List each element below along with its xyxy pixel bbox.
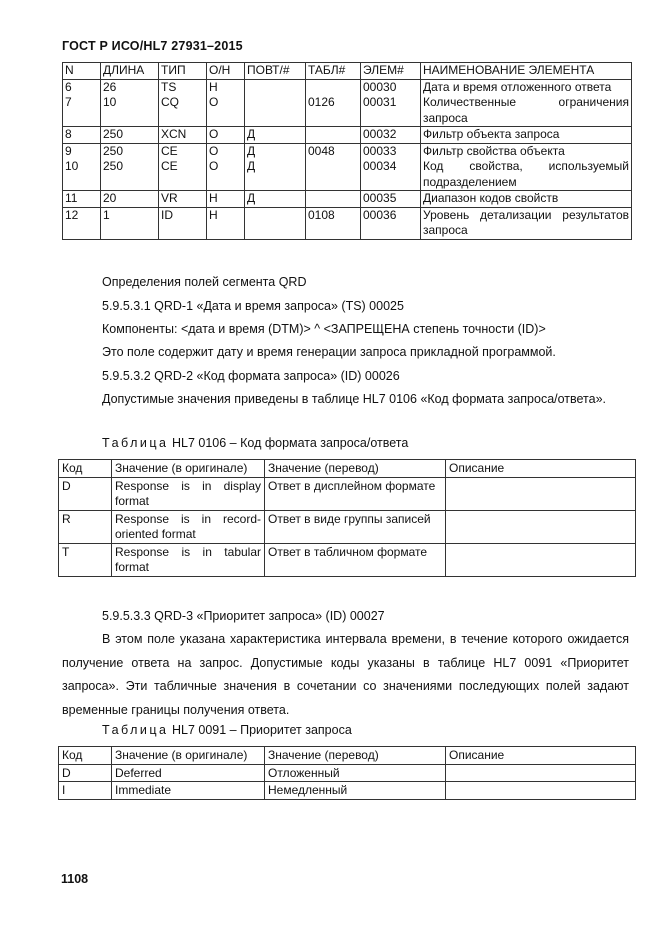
table-cell: 8 <box>63 127 101 144</box>
table-cell: Deferred <box>112 764 265 782</box>
table-cell: 250 <box>101 127 159 144</box>
table-cell <box>446 477 636 510</box>
table-hl7-0106 <box>58 459 636 577</box>
table-cell: 00035 <box>361 191 421 208</box>
table-cell: 12 <box>63 207 101 239</box>
table-cell: Response is in tabular format <box>112 543 265 576</box>
table-cell: Фильтр объекта запроса <box>421 127 632 144</box>
table-caption <box>102 436 408 450</box>
table-cell: Response is in display format <box>112 477 265 510</box>
table-cell <box>446 510 636 543</box>
column-header: ЭЛЕМ# <box>361 63 421 80</box>
table-row <box>59 477 636 510</box>
section-heading: 5.9.5.3.3 QRD-3 «Приоритет запроса» (ID) 00027 <box>102 609 385 623</box>
table-cell: D <box>59 477 112 510</box>
table-cell: Immediate <box>112 782 265 800</box>
table-cell: 1 <box>101 207 159 239</box>
paragraph: Это поле содержит дату и время генерации запроса прикладной программой. <box>102 345 556 359</box>
table-row <box>63 79 632 95</box>
table-cell: 0108 <box>306 207 361 239</box>
table-cell: Н <box>207 191 245 208</box>
table-cell: CE <box>159 159 207 191</box>
column-header: ТИП <box>159 63 207 80</box>
column-header: Значение (перевод) <box>265 747 446 765</box>
column-header: Значение (в оригинале) <box>112 460 265 478</box>
table-cell: 0126 <box>306 95 361 127</box>
table-cell: 10 <box>101 95 159 127</box>
table-cell: 250 <box>101 143 159 159</box>
table-cell: 0048 <box>306 143 361 159</box>
table-row <box>63 127 632 144</box>
column-header: Код <box>59 747 112 765</box>
table-row <box>63 191 632 208</box>
table-cell: TS <box>159 79 207 95</box>
table-cell: 6 <box>63 79 101 95</box>
table-cell: 00036 <box>361 207 421 239</box>
table-header-row <box>63 63 632 80</box>
table-cell: XCN <box>159 127 207 144</box>
table-cell: 00030 <box>361 79 421 95</box>
table-cell: 00032 <box>361 127 421 144</box>
table-caption-word: Таблица <box>102 723 169 737</box>
table-cell: CE <box>159 143 207 159</box>
column-header: Описание <box>446 460 636 478</box>
table-header-row <box>59 747 636 765</box>
table-caption-text: HL7 0106 – Код формата запроса/ответа <box>172 436 409 450</box>
table-cell: Response is in record-oriented format <box>112 510 265 543</box>
paragraph: Допустимые значения приведены в таблице HL7 0106 «Код формата запроса/ответа». <box>102 392 607 406</box>
table-cell: Н <box>207 207 245 239</box>
table-cell: T <box>59 543 112 576</box>
table-cell: 26 <box>101 79 159 95</box>
column-header: ДЛИНА <box>101 63 159 80</box>
table-cell: I <box>59 782 112 800</box>
column-header: Значение (перевод) <box>265 460 446 478</box>
table-row <box>63 159 632 191</box>
table-cell: 20 <box>101 191 159 208</box>
table-cell <box>446 543 636 576</box>
table-cell: Д <box>245 191 306 208</box>
column-header: N <box>63 63 101 80</box>
table-cell: 11 <box>63 191 101 208</box>
table-row <box>63 95 632 127</box>
column-header: Значение (в оригинале) <box>112 747 265 765</box>
table-hl7-0091 <box>58 746 636 800</box>
table-caption-word: Таблица <box>102 436 169 450</box>
table-cell: 10 <box>63 159 101 191</box>
table-cell: Количественные ограничения запроса <box>421 95 632 127</box>
table-row <box>59 543 636 576</box>
table-row <box>59 510 636 543</box>
table-cell: Д <box>245 143 306 159</box>
table-cell: R <box>59 510 112 543</box>
table-caption-text: HL7 0091 – Приоритет запроса <box>172 723 352 737</box>
section-heading: 5.9.5.3.1 QRD-1 «Дата и время запроса» (TS) 00025 <box>102 299 404 313</box>
table-row <box>63 207 632 239</box>
table-cell: ID <box>159 207 207 239</box>
table-cell: Д <box>245 127 306 144</box>
table-cell <box>306 191 361 208</box>
table-cell: Немедленный <box>265 782 446 800</box>
table-cell: Уровень детализации результатов запроса <box>421 207 632 239</box>
table-cell: Отложенный <box>265 764 446 782</box>
table-cell: 00031 <box>361 95 421 127</box>
table-cell <box>245 95 306 127</box>
table-cell <box>306 79 361 95</box>
table-cell: О <box>207 143 245 159</box>
table-cell <box>306 127 361 144</box>
column-header: Описание <box>446 747 636 765</box>
table-caption <box>102 723 352 737</box>
table-row <box>59 764 636 782</box>
table-cell: Код свойства, используемый подразделением <box>421 159 632 191</box>
segment-fields-table <box>62 62 632 240</box>
table-cell: Дата и время отложенного ответа <box>421 79 632 95</box>
table-row <box>63 143 632 159</box>
table-cell <box>245 207 306 239</box>
column-header: ПОВТ/# <box>245 63 306 80</box>
table-cell: VR <box>159 191 207 208</box>
table-cell <box>306 159 361 191</box>
page-number: 1108 <box>61 872 89 886</box>
table-cell: Ответ в табличном формате <box>265 543 446 576</box>
document-header: ГОСТ Р ИСО/HL7 27931–2015 <box>62 39 243 53</box>
table-cell: Д <box>245 159 306 191</box>
table-cell <box>446 764 636 782</box>
column-header: ТАБЛ# <box>306 63 361 80</box>
table-cell: Ответ в виде группы записей <box>265 510 446 543</box>
table-cell: CQ <box>159 95 207 127</box>
table-cell: 9 <box>63 143 101 159</box>
table-cell: Фильтр свойства объекта <box>421 143 632 159</box>
table-cell: 00033 <box>361 143 421 159</box>
section-intro: Определения полей сегмента QRD <box>102 275 307 289</box>
column-header: Код <box>59 460 112 478</box>
column-header: О/Н <box>207 63 245 80</box>
table-header-row <box>59 460 636 478</box>
section-heading: 5.9.5.3.2 QRD-2 «Код формата запроса» (ID) 00026 <box>102 369 400 383</box>
table-cell: Ответ в дисплейном формате <box>265 477 446 510</box>
table-cell: О <box>207 159 245 191</box>
table-cell: Диапазон кодов свойств <box>421 191 632 208</box>
paragraph: Компоненты: <дата и время (DTM)> ^ <ЗАПРЕЩЕНА степень точности (ID)> <box>102 322 546 336</box>
table-cell <box>245 79 306 95</box>
table-cell <box>446 782 636 800</box>
table-cell: D <box>59 764 112 782</box>
table-cell: О <box>207 95 245 127</box>
table-cell: Н <box>207 79 245 95</box>
table-cell: О <box>207 127 245 144</box>
table-cell: 00034 <box>361 159 421 191</box>
table-row <box>59 782 636 800</box>
column-header: НАИМЕНОВАНИЕ ЭЛЕМЕНТА <box>421 63 632 80</box>
table-cell: 250 <box>101 159 159 191</box>
paragraph: В этом поле указана характеристика интервала времени, в течение которого ожидается получение ответа на запрос. Допустимые коды указаны в таблице HL7 0091 «Приоритет запроса». Эти табличные значения в сочетании со значениями последующих полей задают временные границы получения ответа. <box>62 632 629 717</box>
table-cell: 7 <box>63 95 101 127</box>
